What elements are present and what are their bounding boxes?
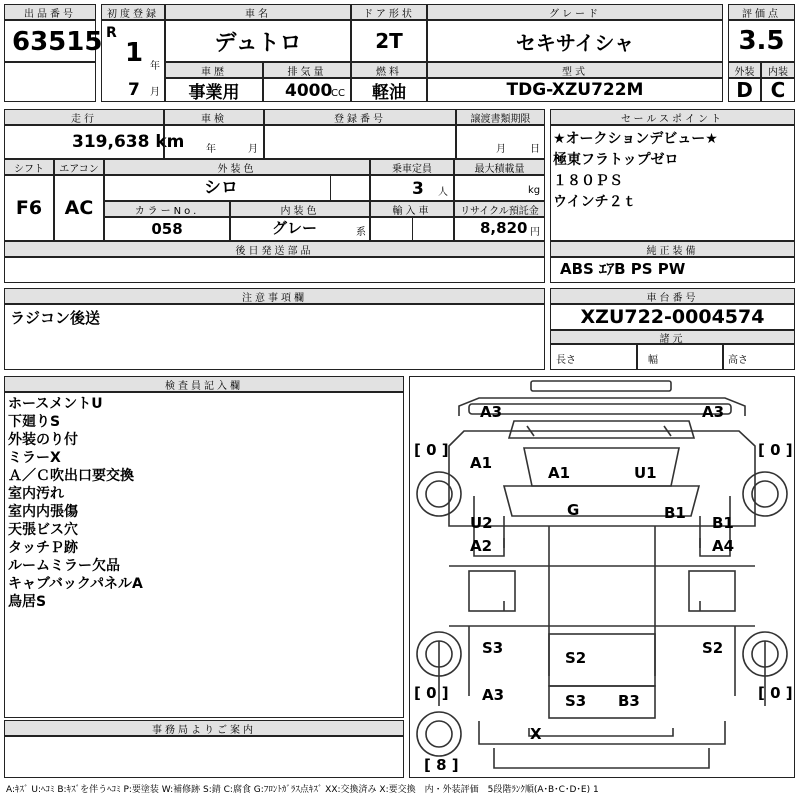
ac-header: エアコン xyxy=(54,159,104,175)
equipment-header: 純正装備 xyxy=(550,241,795,257)
car-name-cell xyxy=(165,20,351,62)
chassis-number: XZU722-0004574 xyxy=(580,306,765,328)
spec-length: 長さ xyxy=(556,355,576,366)
colorno-header: カラーNo. xyxy=(104,201,230,217)
import-header: 輸入車 xyxy=(370,201,454,217)
sales-point: ウインチ２ｔ xyxy=(553,194,637,210)
inspector-line: 室内汚れ xyxy=(8,486,64,502)
damage-mark: A3 xyxy=(480,403,503,421)
tire-depth-value: 8 xyxy=(436,756,447,774)
inspector-line: Ａ／Ｃ吹出口要交換 xyxy=(8,468,134,484)
lot-blank-cell xyxy=(4,62,96,102)
inspector-notes xyxy=(8,395,143,611)
transfer-month-unit: 月 xyxy=(496,144,506,155)
ext-grade: D xyxy=(736,78,753,102)
inspection-header: 車検 xyxy=(164,109,264,125)
inspector-line: 鳥居S xyxy=(8,594,47,610)
damage-mark: B1 xyxy=(664,504,686,522)
int-grade-cell xyxy=(761,78,795,102)
score-cell xyxy=(728,20,795,62)
history-cell xyxy=(165,78,263,102)
score: 3.5 xyxy=(738,26,785,56)
spec-height: 高さ xyxy=(728,355,748,366)
int-grade-header: 内装 xyxy=(761,62,795,78)
model-cell xyxy=(427,78,723,102)
inspector-header: 検査員記入欄 xyxy=(4,376,404,392)
damage-mark: U1 xyxy=(634,464,657,482)
damage-mark: A1 xyxy=(548,464,571,482)
ext-grade-header: 外装 xyxy=(728,62,761,78)
shift-cell xyxy=(4,175,54,241)
inspector-line: キャブバックパネルA xyxy=(8,576,143,592)
colorno-cell xyxy=(104,217,230,241)
shift: F6 xyxy=(15,197,43,219)
damage-mark: S2 xyxy=(702,639,724,657)
mileage-header: 走行 xyxy=(4,109,164,125)
interior-color: グレー xyxy=(272,219,318,237)
tire-depth-rear-left: [ 0 ] xyxy=(414,684,449,702)
door-header: ドア形状 xyxy=(351,4,427,20)
damage-mark: S2 xyxy=(565,649,587,667)
tire-depth-value: 0 xyxy=(426,441,437,459)
inspector-line: ミラーX xyxy=(8,450,61,466)
capacity-unit: 人 xyxy=(438,187,448,198)
int-grade: C xyxy=(770,78,786,102)
history: 事業用 xyxy=(188,82,240,103)
era: R xyxy=(106,25,117,41)
color-number: 058 xyxy=(151,220,183,238)
displacement: 4000 xyxy=(285,81,333,101)
exterior-color: シロ xyxy=(204,178,238,198)
sales-point: ★オークションデビュー★ xyxy=(553,131,718,147)
cc-unit: CC xyxy=(331,88,345,99)
inspector-line: ルームミラー欠品 xyxy=(8,558,120,574)
model-header: 型式 xyxy=(427,62,723,78)
tire-depth-spare: [ 8 ] xyxy=(424,756,459,774)
inspection-month-unit: 月 xyxy=(248,144,258,155)
later-parts-header: 後日発送部品 xyxy=(4,241,545,257)
door-cell xyxy=(351,20,427,62)
capacity: 3 xyxy=(412,179,424,199)
damage-mark: B1 xyxy=(712,514,734,532)
grade-header: グレード xyxy=(427,4,723,20)
tire-depth-front-right: [ 0 ] xyxy=(758,441,793,459)
reg-year: 1 xyxy=(125,38,144,68)
import-sub-cell xyxy=(412,217,454,241)
ext-grade-cell xyxy=(728,78,761,102)
regno-cell xyxy=(264,125,456,159)
spec-header: 諸元 xyxy=(550,330,795,344)
recycle-header: リサイクル預託金 xyxy=(454,201,545,217)
score-header: 評価点 xyxy=(728,4,795,20)
chassis-cell xyxy=(550,304,795,330)
reg-year-unit: 年 xyxy=(150,61,160,72)
damage-mark: A2 xyxy=(470,537,493,555)
equipment: ABS ｴｱB PS PW xyxy=(560,260,686,278)
tire-depth-value: 0 xyxy=(770,441,781,459)
damage-legend: A:ｷｽﾞ U:ﾍｺﾐ B:ｷｽﾞを伴うﾍｺﾐ P:要塗装 W:補修跡 S:錆 C:腐食 G:ﾌﾛﾝﾄｶﾞﾗｽ点ｷｽﾞ XX:交換済み X:要交換 内・外装評価 5段階ﾗﾝｸ順(A･B･C･D･E) 1 xyxy=(6,785,599,795)
damage-mark: X xyxy=(530,725,542,743)
fuel: 軽油 xyxy=(372,82,406,103)
fuel-cell xyxy=(351,78,427,102)
damage-mark: U2 xyxy=(470,514,493,532)
lot-number-header: 出品番号 xyxy=(4,4,96,20)
sales-point: 極東フラトップゼロ xyxy=(553,152,679,168)
chassis-header: 車台番号 xyxy=(550,288,795,304)
load-header: 最大積載量 xyxy=(454,159,545,175)
inspector-line: 下廻りS xyxy=(8,414,61,430)
damage-mark: A1 xyxy=(470,454,493,472)
sales-point: １８０ＰＳ xyxy=(553,173,623,189)
inspection-year-unit: 年 xyxy=(206,144,216,155)
caution-header: 注意事項欄 xyxy=(4,288,545,304)
regno-header: 登録番号 xyxy=(264,109,456,125)
model-code: TDG-XZU722M xyxy=(506,80,644,100)
transfer-header: 譲渡書類期限 xyxy=(456,109,545,125)
damage-mark: S3 xyxy=(482,639,504,657)
mileage: 319,638 km xyxy=(72,132,185,152)
air-conditioner: AC xyxy=(64,197,94,219)
car-outline-diagram xyxy=(409,376,795,778)
grade-cell xyxy=(427,20,723,62)
later-parts-cell xyxy=(4,257,545,283)
color-sub-cell xyxy=(330,175,370,201)
inspector-line: タッチＰ跡 xyxy=(8,540,78,556)
inspector-line: 天張ビス穴 xyxy=(8,522,78,538)
car-name-header: 車名 xyxy=(165,4,351,20)
damage-mark: S3 xyxy=(565,692,587,710)
office-cell xyxy=(4,736,404,778)
history-header: 車歴 xyxy=(165,62,263,78)
first-reg-header: 初度登録 xyxy=(101,4,165,20)
shift-header: シフト xyxy=(4,159,54,175)
displacement-header: 排気量 xyxy=(263,62,351,78)
damage-mark: A4 xyxy=(712,537,735,555)
ac-cell xyxy=(54,175,104,241)
damage-mark: B3 xyxy=(618,692,640,710)
color-header: 外装色 xyxy=(104,159,370,175)
damage-mark: A3 xyxy=(482,686,505,704)
load-unit: kg xyxy=(528,185,541,196)
transfer-day-unit: 日 xyxy=(530,144,540,155)
tire-depth-value: 0 xyxy=(770,684,781,702)
tire-depth-rear-right: [ 0 ] xyxy=(758,684,793,702)
fuel-header: 燃料 xyxy=(351,62,427,78)
interior-header: 内装色 xyxy=(230,201,370,217)
sales-point-header: セールスポイント xyxy=(550,109,795,125)
inspector-line: ホースメントU xyxy=(8,396,103,412)
lot-number: 63515 xyxy=(12,27,103,57)
reg-month-unit: 月 xyxy=(150,87,160,98)
capacity-header: 乗車定員 xyxy=(370,159,454,175)
office-header: 事務局よりご案内 xyxy=(4,720,404,736)
door-type: 2T xyxy=(375,29,403,53)
tire-depth-front-left: [ 0 ] xyxy=(414,441,449,459)
reg-month: 7 xyxy=(128,80,140,100)
damage-mark: A3 xyxy=(702,403,725,421)
damage-mark: G xyxy=(567,501,580,519)
car-name: デュトロ xyxy=(214,30,302,56)
spec-width: 幅 xyxy=(648,355,658,366)
inspector-line: 外装のり付 xyxy=(8,432,78,448)
inspector-line: 室内内張傷 xyxy=(8,504,78,520)
grade: セキサイシャ xyxy=(515,30,635,55)
caution-text: ラジコン後送 xyxy=(10,309,101,327)
tire-depth-value: 0 xyxy=(426,684,437,702)
sales-point-list xyxy=(553,129,718,213)
recycle-unit: 円 xyxy=(530,227,540,238)
interior-unit: 系 xyxy=(356,227,366,238)
recycle-fee: 8,820 xyxy=(480,219,528,237)
